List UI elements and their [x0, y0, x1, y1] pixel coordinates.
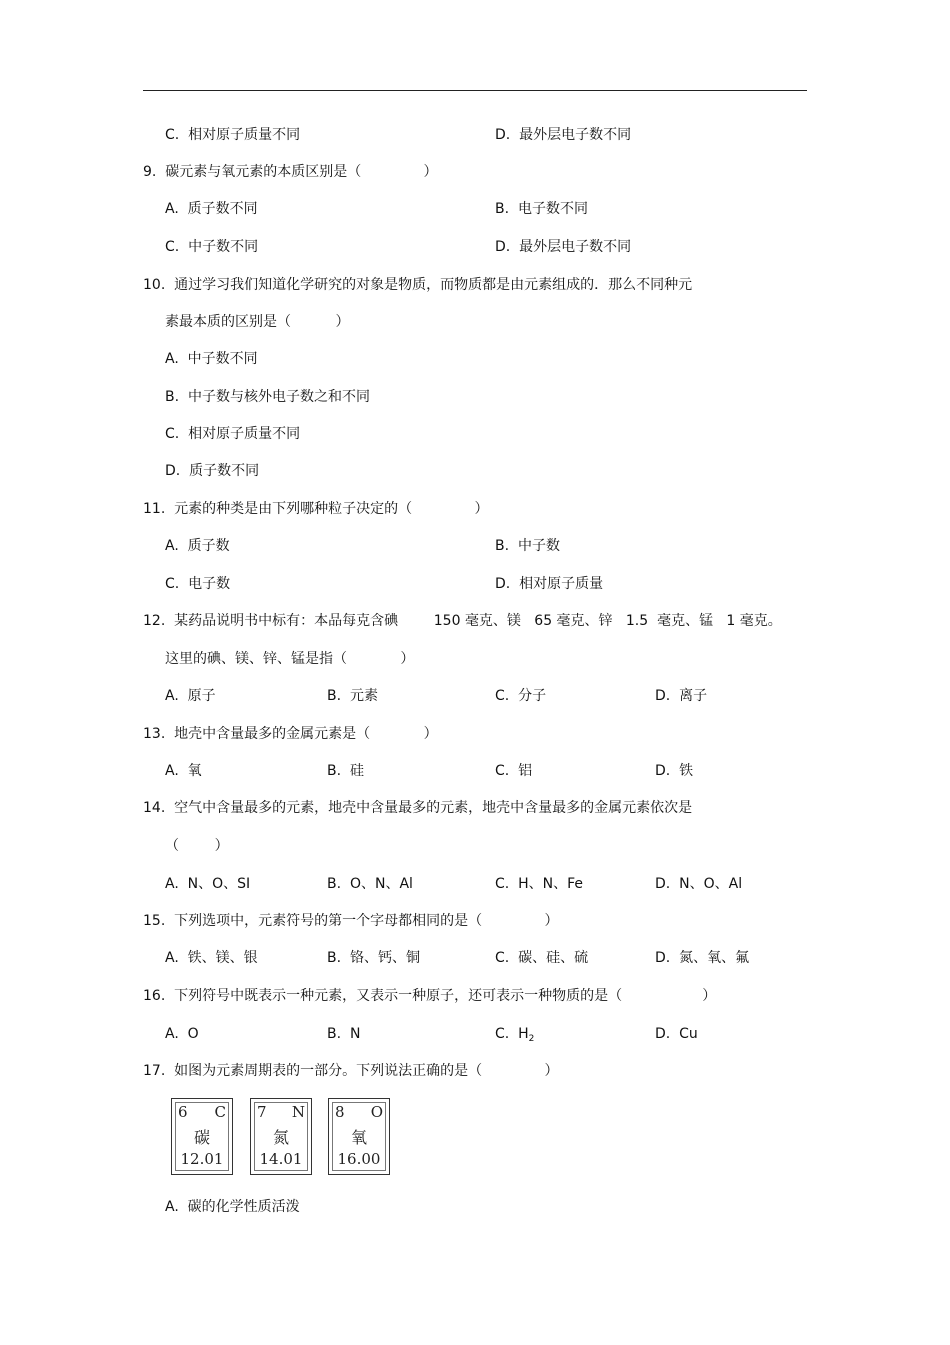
- q9-option-c[interactable]: C. 中子数不同: [165, 239, 259, 255]
- element-name: 氮: [272, 1128, 289, 1147]
- q8-option-d[interactable]: D. 最外层电子数不同: [495, 127, 632, 143]
- atomic-number: 8: [335, 1103, 345, 1121]
- q13-option-c[interactable]: C. 铝: [495, 763, 533, 779]
- q14-stem-line1: 14. 空气中含量最多的元素，地壳中含量最多的元素，地壳中含量最多的金属元素依次是: [143, 800, 693, 816]
- q9-option-d[interactable]: D. 最外层电子数不同: [495, 239, 632, 255]
- q11-option-d[interactable]: D. 相对原子质量: [495, 576, 604, 592]
- q12-option-c[interactable]: C. 分子: [495, 688, 547, 704]
- q17-option-a[interactable]: A. 碳的化学性质活泼: [165, 1199, 300, 1215]
- q10-option-d[interactable]: D. 质子数不同: [165, 463, 260, 479]
- q14-stem-line2: （ ）: [165, 838, 229, 854]
- q16-option-d[interactable]: D. Cu: [655, 1026, 698, 1042]
- periodic-cell-carbon: [171, 1098, 233, 1175]
- q17-stem: 17. 如图为元素周期表的一部分。下列说法正确的是（ ）: [143, 1063, 559, 1079]
- q12-stem-line2: 这里的碘、镁、锌、锰是指（ ）: [165, 651, 415, 667]
- q11-stem: 11. 元素的种类是由下列哪种粒子决定的（ ）: [143, 501, 489, 517]
- q12-stem-line1: 12. 某药品说明书中标有：本品每克含碘 150 毫克、镁 65 毫克、锌 1.5 毫克、锰 1 毫克。: [143, 613, 782, 629]
- q10-option-b[interactable]: B. 中子数与核外电子数之和不同: [165, 389, 370, 405]
- q15-stem: 15. 下列选项中，元素符号的第一个字母都相同的是（ ）: [143, 913, 559, 929]
- q16-option-a[interactable]: A. O: [165, 1026, 199, 1042]
- q16-stem: 16. 下列符号中既表示一种元素，又表示一种原子，还可表示一种物质的是（ ）: [143, 988, 717, 1004]
- q12-option-b[interactable]: B. 元素: [327, 688, 378, 704]
- q15-option-c[interactable]: C. 碳、硅、硫: [495, 950, 589, 966]
- q13-stem: 13. 地壳中含量最多的金属元素是（ ）: [143, 726, 438, 742]
- q9-option-b[interactable]: B. 电子数不同: [495, 201, 588, 217]
- q11-option-b[interactable]: B. 中子数: [495, 538, 560, 554]
- q14-option-c[interactable]: C. H、N、Fe: [495, 876, 584, 892]
- atomic-number: 6: [178, 1103, 188, 1121]
- q13-option-b[interactable]: B. 硅: [327, 763, 364, 779]
- q14-option-b[interactable]: B. O、N、Al: [327, 876, 413, 892]
- q9-stem: 9. 碳元素与氧元素的本质区别是（ ）: [143, 164, 438, 180]
- atomic-mass: 16.00: [337, 1150, 381, 1168]
- element-name: 氧: [350, 1128, 367, 1147]
- element-symbol: N: [291, 1103, 305, 1121]
- atomic-mass: 14.01: [259, 1150, 303, 1168]
- q11-option-c[interactable]: C. 电子数: [165, 576, 231, 592]
- element-symbol: O: [370, 1103, 383, 1121]
- element-name: 碳: [193, 1128, 210, 1147]
- q13-option-d[interactable]: D. 铁: [655, 763, 694, 779]
- q11-option-a[interactable]: A. 质子数: [165, 538, 230, 554]
- q14-option-a[interactable]: A. N、O、SI: [165, 876, 251, 892]
- q15-option-d[interactable]: D. 氮、氧、氟: [655, 950, 750, 966]
- periodic-cell-oxygen: [328, 1098, 390, 1175]
- q12-option-a[interactable]: A. 原子: [165, 688, 216, 704]
- q12-option-d[interactable]: D. 离子: [655, 688, 708, 704]
- periodic-cell-nitrogen: [250, 1098, 312, 1175]
- q8-option-c[interactable]: C. 相对原子质量不同: [165, 127, 301, 143]
- q16-option-b[interactable]: B. N: [327, 1026, 361, 1042]
- atomic-mass: 12.01: [180, 1150, 224, 1168]
- atomic-number: 7: [257, 1103, 267, 1121]
- q15-option-b[interactable]: B. 铬、钙、铜: [327, 950, 420, 966]
- q16-option-c[interactable]: [495, 1025, 534, 1043]
- q10-stem-line1: 10. 通过学习我们知道化学研究的对象是物质，而物质都是由元素组成的．那么不同种元: [143, 277, 693, 293]
- q10-stem-line2: 素最本质的区别是（ ）: [165, 314, 350, 330]
- q9-option-a[interactable]: A. 质子数不同: [165, 201, 258, 217]
- header-rule: [143, 90, 807, 91]
- q15-option-a[interactable]: A. 铁、镁、银: [165, 950, 258, 966]
- q16-option-c-text: C. H: [495, 1026, 529, 1042]
- q14-option-d[interactable]: D. N、O、Al: [655, 876, 743, 892]
- q16-option-c-subscript: 2: [528, 1034, 535, 1044]
- q13-option-a[interactable]: A. 氧: [165, 763, 202, 779]
- q10-option-c[interactable]: C. 相对原子质量不同: [165, 426, 301, 442]
- element-symbol: C: [214, 1103, 226, 1121]
- q10-option-a[interactable]: A. 中子数不同: [165, 351, 258, 367]
